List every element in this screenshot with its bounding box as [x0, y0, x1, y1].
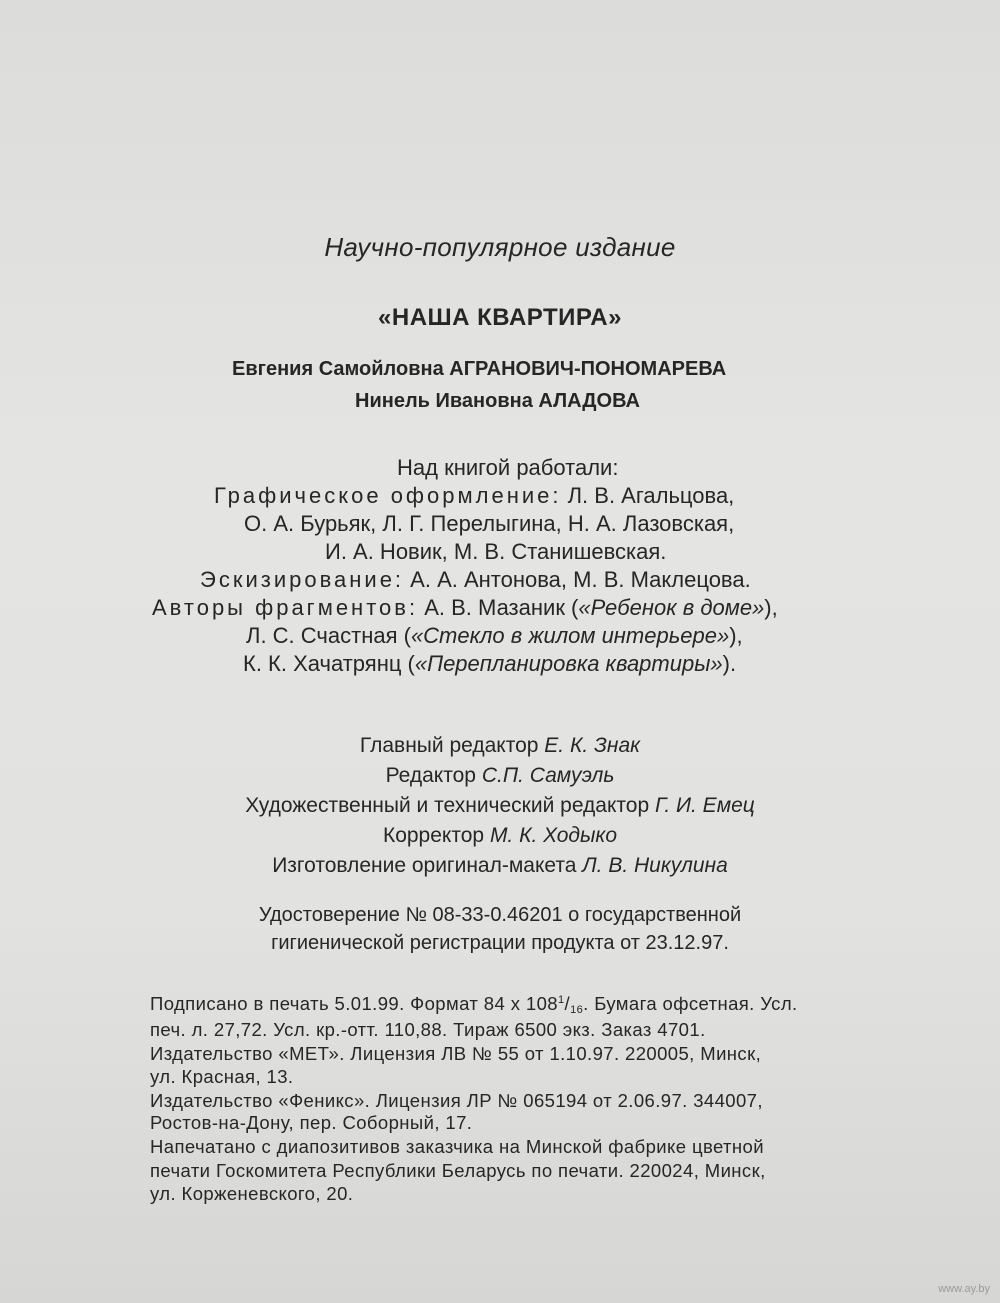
imprint-line-8: печати Госкомитета Республики Беларусь по печати. 220024, Минск,: [150, 1160, 766, 1181]
imprint-line-2: печ. л. 27,72. Усл. кр.-отт. 110,88. Тираж 6500 экз. Заказ 4701.: [150, 1019, 706, 1040]
credits-design-line-3: И. А. Новик, М. В. Станишевская.: [325, 539, 667, 564]
fragment-2-author: Л. С. Счастная (: [246, 623, 411, 648]
imprint-line-1: [150, 993, 798, 1016]
imprint-line-4: ул. Красная, 13.: [150, 1066, 294, 1087]
editor: [0, 764, 1000, 788]
imprint-line-3: Издательство «МЕТ». Лицензия ЛВ № 55 от 1.10.97. 220005, Минск,: [150, 1043, 762, 1064]
editor-role: Изготовление оригинал-макета: [272, 854, 577, 877]
fragment-2-end: ),: [729, 623, 743, 648]
fragments-label: Авторы фрагментов:: [152, 595, 419, 620]
author-2-last-name: АЛАДОВА: [538, 390, 640, 412]
design-label: Графическое оформление:: [214, 483, 562, 508]
editor-name: С.П. Самуэль: [481, 764, 615, 787]
certificate-line-1: Удостоверение № 08-33-0.46201 о государственной: [258, 904, 742, 926]
author-1-first-name: Евгения Самойловна: [232, 358, 444, 380]
author-1-last-name: АГРАНОВИЧ-ПОНОМАРЕВА: [449, 358, 727, 380]
imprint-format-sup: 1: [557, 994, 565, 1006]
edition-genre: Научно-популярное издание: [324, 232, 676, 262]
credits-heading: Над книгой работали:: [397, 455, 619, 480]
imprint-format-pre: Подписано в печать 5.01.99. Формат 84 x 108: [150, 993, 558, 1014]
design-names-1: Л. В. Агальцова,: [567, 483, 735, 508]
editor-role: Редактор: [385, 764, 476, 787]
credits-design: [214, 483, 734, 509]
credits-sketch: [200, 567, 751, 593]
editor-art-tech: [0, 794, 1000, 818]
sketch-label: Эскизирование:: [200, 567, 405, 592]
imprint-format-post: . Бумага офсетная. Усл.: [583, 993, 798, 1014]
editor-role: Художественный и технический редактор: [245, 794, 650, 817]
book-title: «НАША КВАРТИРА»: [378, 304, 622, 331]
sketch-names: А. А. Антонова, М. В. Маклецова.: [410, 567, 751, 592]
editor-role: Корректор: [382, 824, 485, 847]
fragment-3-end: ).: [722, 651, 737, 676]
editor-chief: [0, 734, 1000, 758]
editor-role: Главный редактор: [359, 734, 539, 757]
imprint-line-9: ул. Корженевского, 20.: [150, 1183, 354, 1204]
imprint-format-sub: 16: [570, 1004, 584, 1016]
watermark: www.ay.by: [938, 1283, 990, 1295]
editor-name: Е. К. Знак: [544, 734, 641, 757]
fragment-3-author: К. К. Хачатрянц (: [243, 651, 415, 676]
editor-layout: [0, 854, 1000, 878]
credits-fragments: [152, 595, 778, 621]
editor-name: Г. И. Емец: [655, 794, 755, 817]
editor-proofreader: [0, 824, 1000, 848]
credits-design-line-2: О. А. Бурьяк, Л. Г. Перелыгина, Н. А. Лазовская,: [244, 511, 735, 536]
certificate-line-2: гигиенической регистрации продукта от 23.12.97.: [271, 932, 729, 954]
imprint-line-6: Ростов-на-Дону, пер. Соборный, 17.: [150, 1112, 473, 1133]
credits-fragment-2: [246, 623, 743, 649]
imprint-line-7: Напечатано с диапозитивов заказчика на Минской фабрике цветной: [150, 1136, 764, 1157]
imprint-format-sep: /: [564, 993, 571, 1014]
editor-name: Л. В. Никулина: [582, 854, 728, 877]
fragment-1-title: «Ребенок в доме»: [578, 595, 765, 620]
fragment-3-title: «Перепланировка квартиры»: [414, 651, 723, 676]
imprint-line-5: Издательство «Феникс». Лицензия ЛР № 065194 от 2.06.97. 344007,: [150, 1090, 763, 1111]
fragment-1-author: А. В. Мазаник (: [424, 595, 579, 620]
fragment-1-end: ),: [764, 595, 778, 620]
author-2: [355, 390, 640, 413]
fragment-2-title: «Стекло в жилом интерьере»: [410, 623, 730, 648]
author-1: [232, 358, 726, 381]
author-2-first-name: Нинель Ивановна: [355, 390, 533, 412]
credits-fragment-3: [243, 651, 736, 677]
editor-name: М. К. Ходыко: [489, 824, 618, 847]
